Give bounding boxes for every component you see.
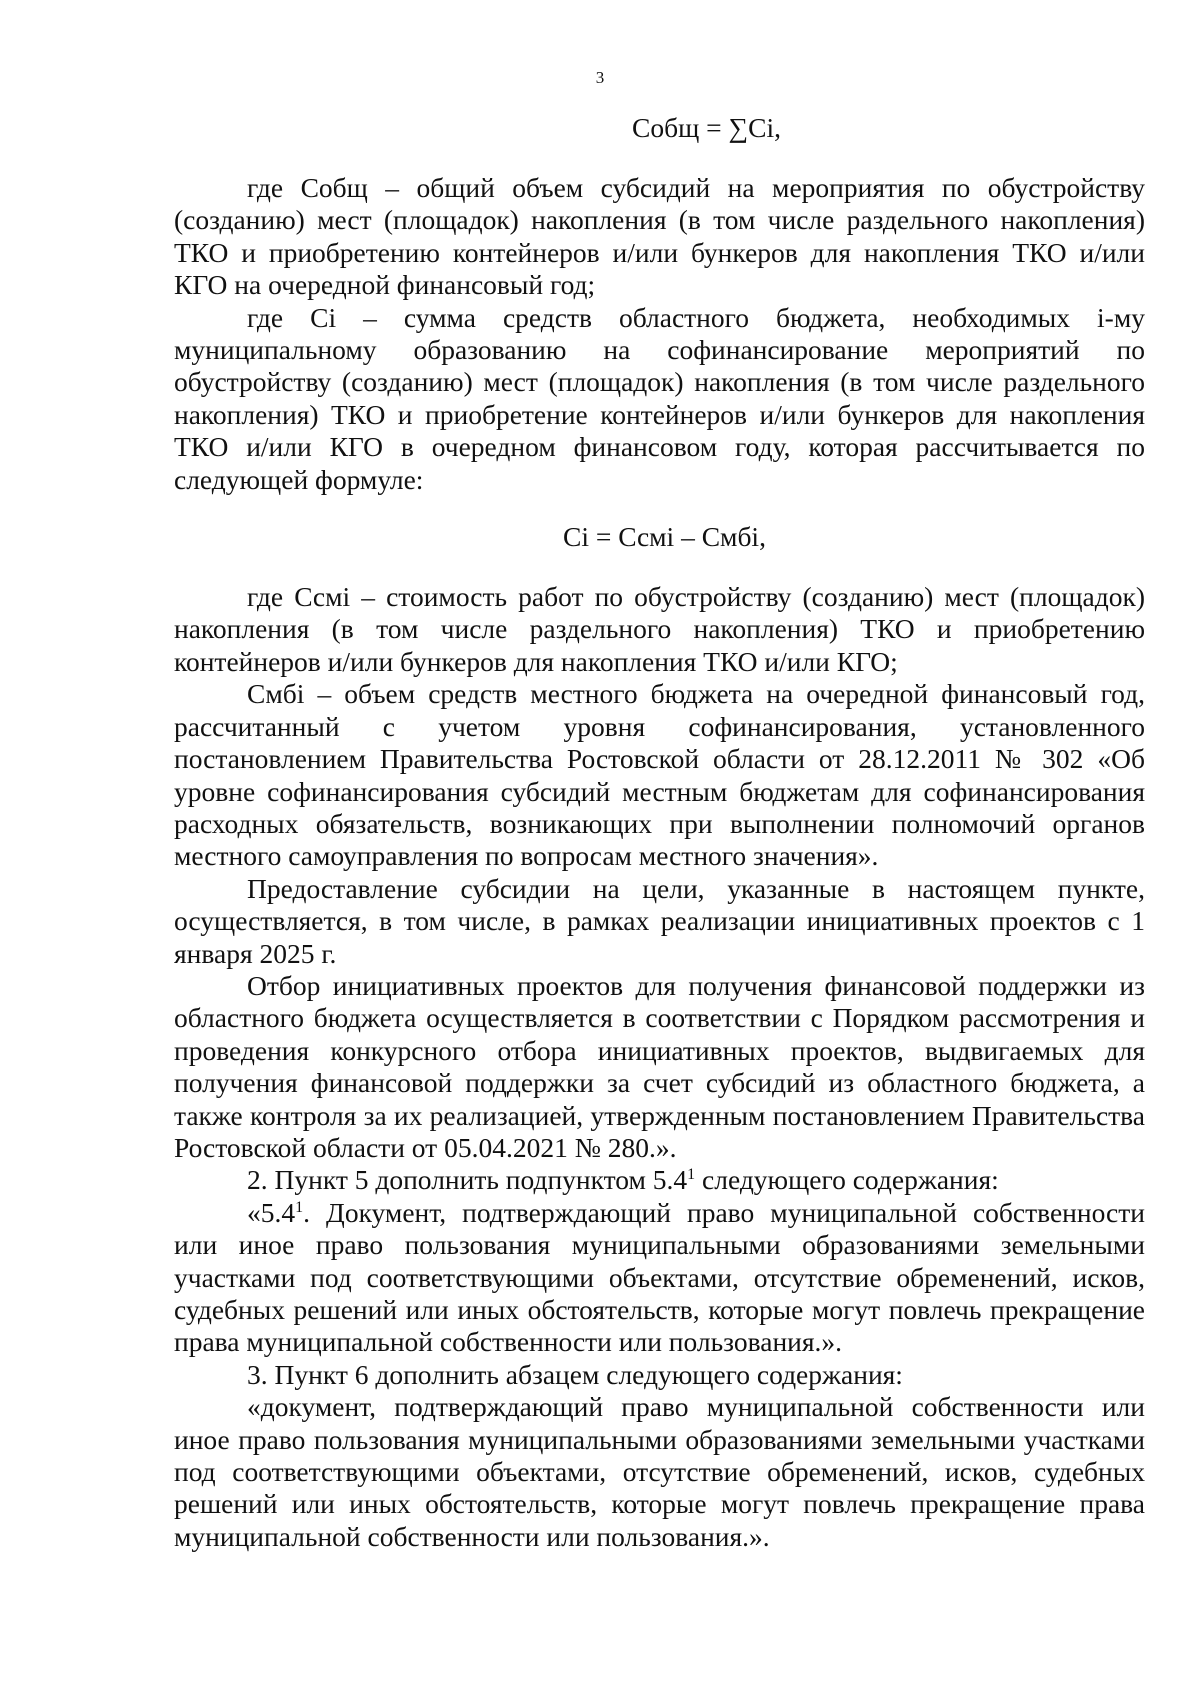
item-2-superscript: 1 bbox=[687, 1166, 696, 1184]
paragraph-item-3-quote: «документ, подтверждающий право муниципальной собственности или иное право пользования муниципальными образованиями земельными участками под соответствующими объектами, отсутствие обременений, исков, судебных решений или иных обстоятельств, которые могут повлечь прекращение права муниципальной собственности или пользования.». bbox=[174, 1391, 1145, 1552]
page-number: 3 bbox=[595, 68, 605, 87]
paragraph-ci-definition: где Сi – сумма средств областного бюджета, необходимых i-му муниципальному образованию на софинансирование мероприятий по обустройству (созданию) мест (площадок) накопления (в том числе раздельного накопления) ТКО и приобретение контейнеров и/или бункеров для накопления ТКО и/или КГО в очередном финансовом году, которая рассчитывается по следующей формуле: bbox=[174, 301, 1145, 495]
paragraph-total-subsidy-definition: где Собщ – общий объем субсидий на мероприятия по обустройству (созданию) мест (площадок) накопления (в том числе раздельного накопления) ТКО и приобретению контейнеров и/или бункеров для накопления ТКО и/или КГО на очередной финансовый год; bbox=[174, 172, 1145, 301]
paragraph-smbi-definition: Смбi – объем средств местного бюджета на очередной финансовый год, рассчитанный с учетом уровня софинансирования, установленного постановлением Правительства Ростовской области от 28.12.2011 № 302 «Об уровне софинансирования субсидий местным бюджетам для софинансирования расходных обязательств, возникающих при выполнении полномочий органов местного самоуправления по вопросам местного значения». bbox=[174, 678, 1145, 872]
subitem-5-4-1-text-start: «5.4 bbox=[247, 1196, 296, 1228]
subitem-5-4-1-superscript: 1 bbox=[295, 1198, 304, 1216]
subitem-5-4-1-text-end: . Документ, подтверждающий право муниципальной собственности или иное право пользования муниципальными образованиями земельными участками под соответствующими объектами, отсутствие обременений, исков, судебных решений или иных обстоятельств, которые могут повлечь прекращение права муниципальной собственности или пользования.». bbox=[174, 1196, 1145, 1358]
paragraph-initiative-projects: Предоставление субсидии на цели, указанные в настоящем пункте, осуществляется, в том числе, в рамках реализации инициативных проектов с 1 января 2025 г. bbox=[174, 872, 1145, 969]
formula-ci: Сi = Ссмi – Смбi, bbox=[563, 521, 766, 553]
item-2-text-end: следующего содержания: bbox=[695, 1164, 999, 1196]
paragraph-selection-procedure: Отбор инициативных проектов для получения финансовой поддержки из областного бюджета осуществляется в соответствии с Порядком рассмотрения и проведения конкурсного отбора инициативных проектов, выдвигаемых для получения финансовой поддержки за счет субсидий из областного бюджета, а также контроля за их реализацией, утвержденным постановлением Правительства Ростовской области от 05.04.2021 № 280.». bbox=[174, 969, 1145, 1163]
item-2-text-start: 2. Пункт 5 дополнить подпунктом 5.4 bbox=[247, 1164, 688, 1196]
document-body bbox=[174, 112, 1145, 1553]
paragraph-subitem-5-4-1 bbox=[174, 1197, 1145, 1359]
paragraph-item-3: 3. Пункт 6 дополнить абзацем следующего содержания: bbox=[247, 1358, 903, 1390]
formula-total-subsidy: Собщ = ∑Сi, bbox=[632, 112, 781, 143]
paragraph-item-2 bbox=[174, 1164, 1145, 1196]
paragraph-csmi-definition: где Ссмi – стоимость работ по обустройству (созданию) мест (площадок) накопления (в том числе раздельного накопления) ТКО и приобретению контейнеров и/или бункеров для накопления ТКО и/или КГО; bbox=[174, 581, 1145, 677]
